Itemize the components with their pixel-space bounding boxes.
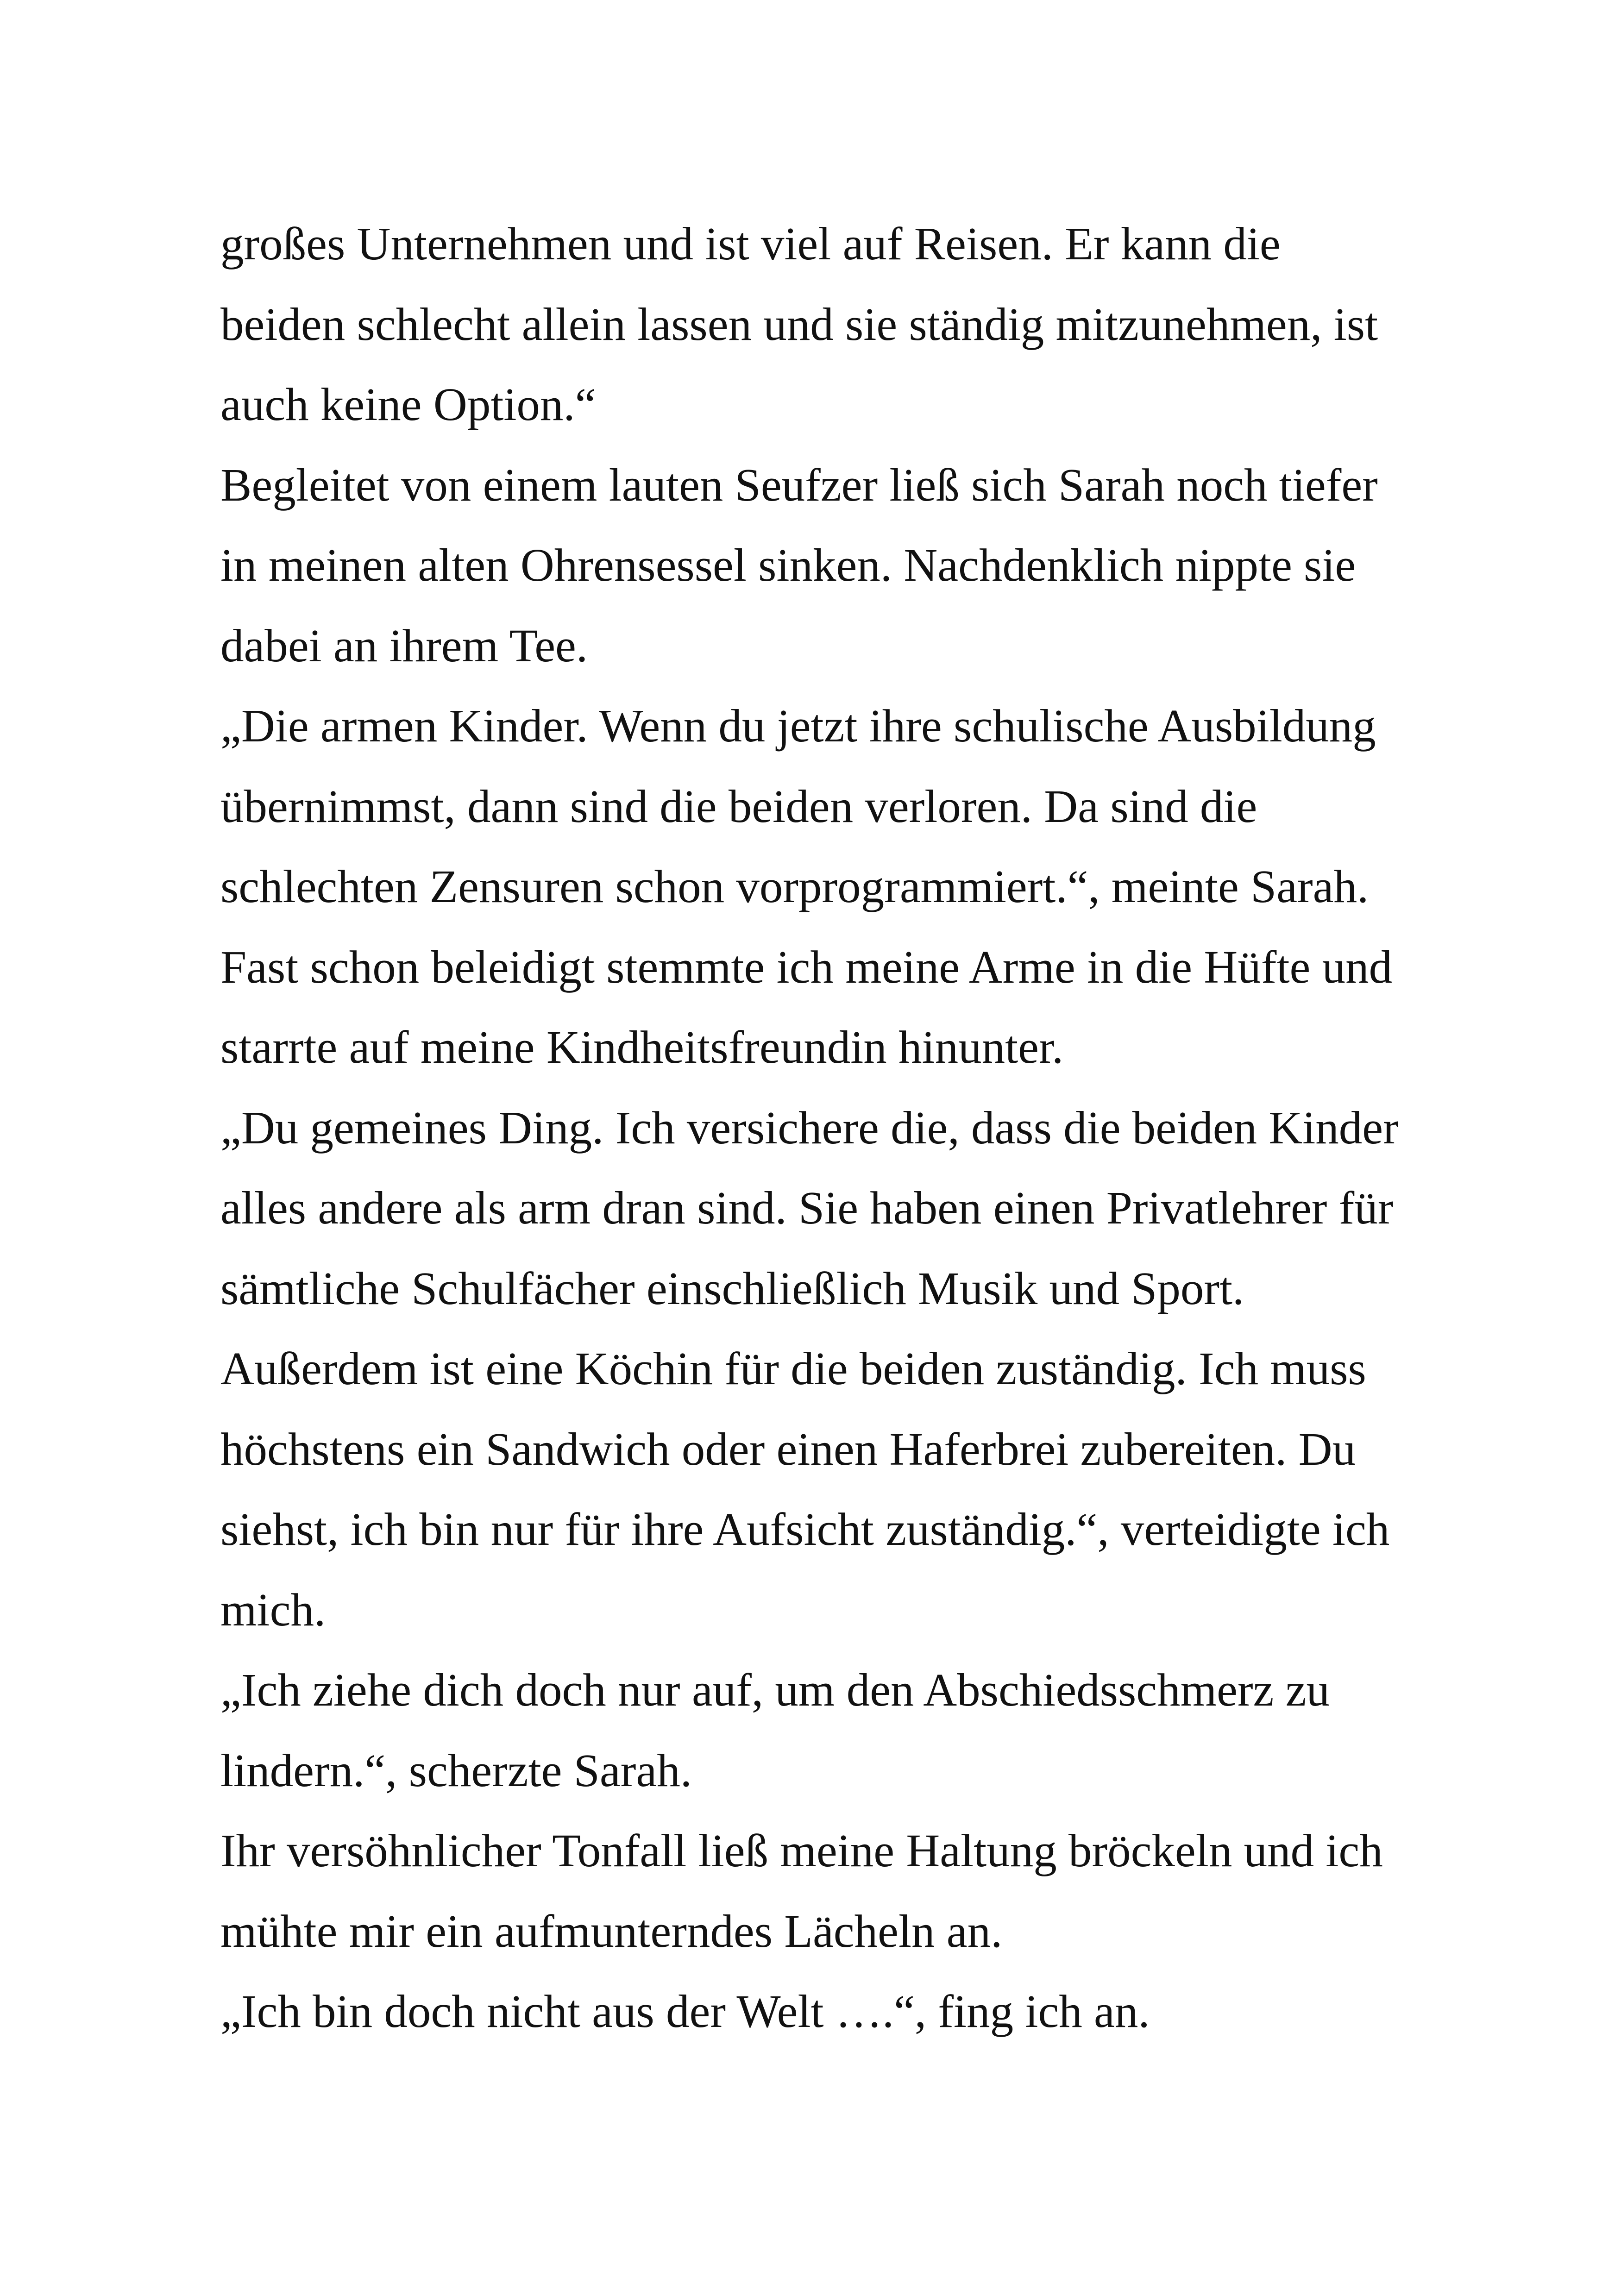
- text-line: Fast schon beleidigt stemmte ich meine Arme in die Hüfte und: [220, 941, 1393, 993]
- text-line: „Die armen Kinder. Wenn du jetzt ihre schulische Ausbildung: [220, 700, 1376, 752]
- text-line: dabei an ihrem Tee.: [220, 619, 588, 671]
- text-line: beiden schlecht allein lassen und sie ständig mitzunehmen, ist: [220, 298, 1378, 350]
- text-line: mich.: [220, 1583, 326, 1636]
- text-line: lindern.“, scherzte Sarah.: [220, 1744, 692, 1796]
- text-line: starrte auf meine Kindheitsfreundin hinunter.: [220, 1021, 1064, 1073]
- text-line: „Ich bin doch nicht aus der Welt ….“, fing ich an.: [220, 1985, 1150, 2037]
- text-line: siehst, ich bin nur für ihre Aufsicht zuständig.“, verteidigte ich: [220, 1503, 1390, 1555]
- text-line: in meinen alten Ohrensessel sinken. Nachdenklich nippte sie: [220, 539, 1356, 591]
- text-line: auch keine Option.“: [220, 378, 596, 430]
- text-line: schlechten Zensuren schon vorprogrammiert.“, meinte Sarah.: [220, 860, 1369, 912]
- text-line: Begleitet von einem lauten Seufzer ließ sich Sarah noch tiefer: [220, 458, 1378, 511]
- text-line: sämtliche Schulfächer einschließlich Musik und Sport.: [220, 1262, 1244, 1314]
- text-line: „Du gemeines Ding. Ich versichere die, dass die beiden Kinder: [220, 1101, 1399, 1154]
- text-line: übernimmst, dann sind die beiden verloren. Da sind die: [220, 780, 1257, 832]
- text-line: mühte mir ein aufmunterndes Lächeln an.: [220, 1905, 1003, 1957]
- body-text: [220, 204, 1425, 2052]
- text-line: höchstens ein Sandwich oder einen Haferbrei zubereiten. Du: [220, 1423, 1356, 1475]
- text-line: Außerdem ist eine Köchin für die beiden zuständig. Ich muss: [220, 1342, 1366, 1394]
- text-line: Ihr versöhnlicher Tonfall ließ meine Haltung bröckeln und ich: [220, 1825, 1383, 1876]
- text-line: „Ich ziehe dich doch nur auf, um den Abschiedsschmerz zu: [220, 1664, 1330, 1716]
- text-line: alles andere als arm dran sind. Sie haben einen Privatlehrer für: [220, 1182, 1394, 1234]
- text-line: großes Unternehmen und ist viel auf Reisen. Er kann die: [220, 218, 1281, 270]
